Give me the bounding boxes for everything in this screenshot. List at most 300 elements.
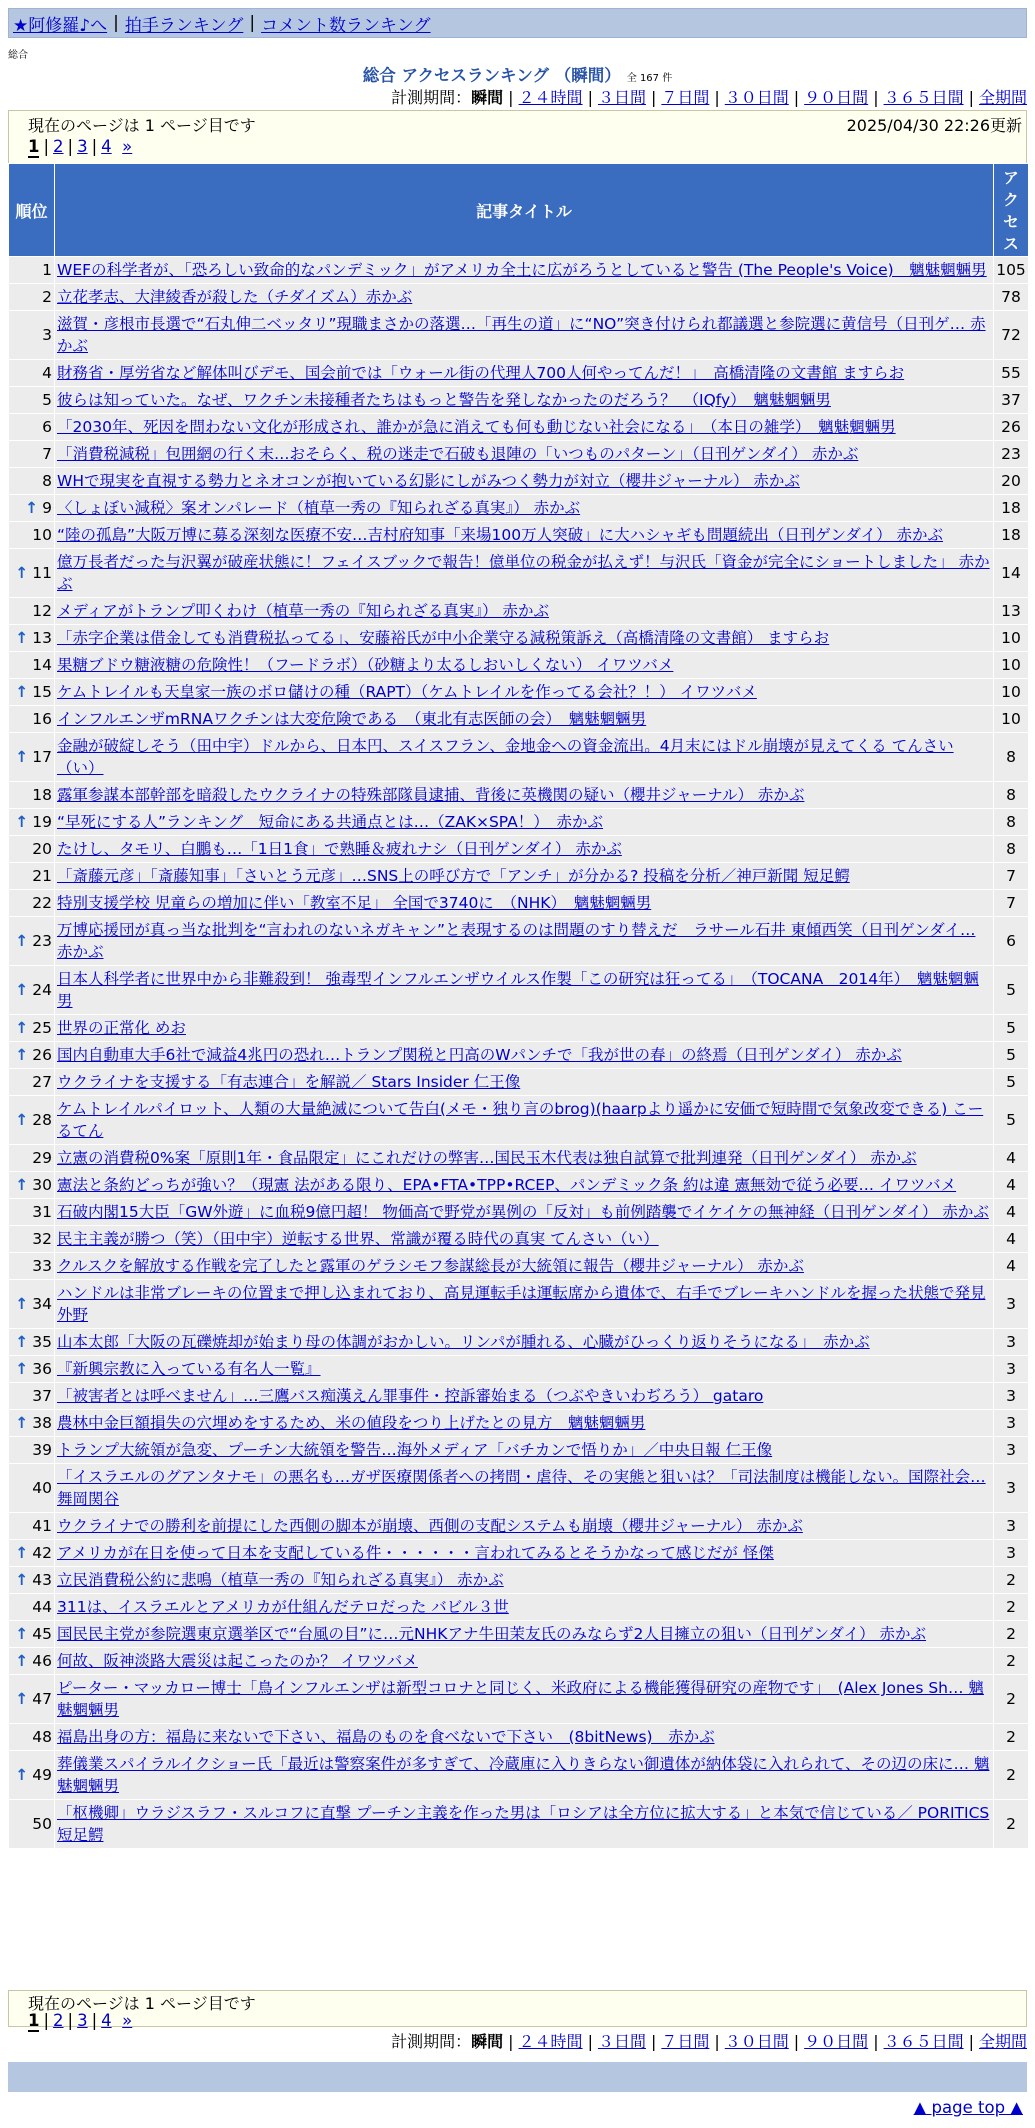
rank-cell — [9, 1069, 55, 1096]
next-page-link[interactable]: » — [122, 2011, 133, 2030]
title-cell — [55, 836, 994, 863]
article-link[interactable]: 立民消費税公約に悲鳴（植草一秀の『知られざる真実』） 赤かぶ — [57, 1571, 504, 1589]
article-link[interactable]: ケムトレイルパイロット、人類の大量絶滅について告白(メモ・独り言のbrog)(haarpより遥かに安価で短時間で気象改変できる) こーるてん — [57, 1100, 984, 1140]
table-row — [9, 1410, 1029, 1437]
rank-number: 13 — [32, 629, 52, 647]
table-row — [9, 598, 1029, 625]
up-arrow-icon: ↑ — [15, 1414, 29, 1432]
title-cell — [55, 679, 994, 706]
period-separator: | — [873, 88, 879, 107]
up-arrow-icon: ↑ — [15, 1360, 29, 1378]
rank-number: 35 — [32, 1333, 52, 1351]
rank-cell — [9, 1648, 55, 1675]
access-count: 6 — [994, 917, 1029, 966]
rank-cell — [9, 257, 55, 284]
rank-cell — [9, 917, 55, 966]
rank-cell — [9, 522, 55, 549]
article-link[interactable]: ハンドルは非常ブレーキの位置まで押し込まれており、高見運転手は運転席から遺体で、右手でブレーキハンドルを握った状態で発見 外野 — [57, 1284, 986, 1324]
rank-number: 47 — [32, 1690, 52, 1708]
period-separator: | — [650, 88, 657, 107]
up-arrow-icon: ↑ — [15, 629, 29, 647]
rank-cell — [9, 1751, 55, 1800]
period-separator: | — [508, 2032, 514, 2051]
page-link[interactable]: 2 — [53, 2011, 64, 2030]
rank-cell — [9, 1594, 55, 1621]
access-count: 3 — [994, 1513, 1029, 1540]
page-separator: | — [91, 137, 98, 156]
current-page-number: 1 — [28, 2011, 40, 2030]
access-count: 5 — [994, 966, 1029, 1015]
rank-number: 19 — [32, 813, 52, 831]
article-link[interactable]: 民主主義が勝つ（笑）（田中宇）逆転する世界、常識が覆る時代の真実 てんさい（い） — [57, 1230, 659, 1248]
table-row — [9, 1567, 1029, 1594]
access-count: 2 — [994, 1567, 1029, 1594]
access-count: 4 — [994, 1226, 1029, 1253]
article-link[interactable]: 「2030年、死因を問わない文化が形成され、誰かが急に消えても何も動じない社会になる」 （本日の雑学） 魑魅魍魎男 — [57, 418, 896, 436]
rank-cell — [9, 1096, 55, 1145]
title-cell — [55, 1437, 994, 1464]
period-separator: | — [714, 2032, 720, 2051]
page-separator: | — [43, 2011, 50, 2030]
rank-cell — [9, 414, 55, 441]
top-nav-bar — [8, 8, 1027, 38]
rank-cell — [9, 679, 55, 706]
rank-cell — [9, 1513, 55, 1540]
rank-number: 42 — [32, 1544, 52, 1562]
table-row — [9, 1280, 1029, 1329]
article-link[interactable]: 「枢機卿」ウラジスラフ・スルコフに直撃 プーチン主義を作った男は「ロシアは全方位に拡大する」と本気で信じている／ PORITICS 短足鰐 — [57, 1804, 990, 1844]
article-link[interactable]: 彼らは知っていた。なぜ、ワクチン未接種者たちはもっと警告を発しなかったのだろう？ （IQfy） 魑魅魍魎男 — [57, 391, 831, 409]
title-cell — [55, 1096, 994, 1145]
table-row — [9, 495, 1029, 522]
table-row — [9, 733, 1029, 782]
table-row — [9, 1648, 1029, 1675]
table-row — [9, 652, 1029, 679]
access-count: 4 — [994, 1145, 1029, 1172]
up-arrow-icon: ↑ — [15, 683, 29, 701]
up-arrow-icon: ↑ — [15, 932, 29, 950]
up-arrow-icon: ↑ — [15, 981, 29, 999]
title-cell — [55, 257, 994, 284]
page-link[interactable]: 2 — [53, 137, 64, 156]
article-link[interactable]: 特別支援学校 児童らの増加に伴い「教室不足」 全国で3740に （NHK） 魑魅魍魎男 — [57, 894, 652, 912]
title-cell — [55, 809, 994, 836]
article-link[interactable]: 憲法と条約どっちが強い？（現憲 法がある限り、EPA•FTA•TPP•RCEP、パンデミック条 約は違 憲無効で従う必要… イワツバメ — [57, 1176, 957, 1194]
table-row — [9, 679, 1029, 706]
period-link[interactable]: ３６５日間 — [883, 2032, 964, 2051]
period-label: 計測期間： — [391, 2032, 472, 2051]
table-row — [9, 1594, 1029, 1621]
article-link[interactable]: WEFの科学者が、「恐ろしい致命的なパンデミック」がアメリカ全土に広がろうとしていると警告 (The People's Voice) 魑魅魍魎男 — [57, 261, 987, 279]
title-cell — [55, 1513, 994, 1540]
title-cell — [55, 1751, 994, 1800]
page-heading — [0, 62, 1035, 86]
table-row — [9, 782, 1029, 809]
article-link[interactable]: 国民民主党が参院選東京選挙区で“台風の目”に…元NHKアナ牛田茉友氏のみならず2人目擁立の狙い（日刊ゲンダイ） 赤かぶ — [57, 1625, 927, 1643]
period-separator: | — [650, 2032, 657, 2051]
article-link[interactable]: 果糖ブドウ糖液糖の危険性！（フードラボ）（砂糖より太るしおいしくない） イワツバメ — [57, 656, 674, 674]
page-link[interactable]: 4 — [101, 137, 112, 156]
table-row — [9, 1253, 1029, 1280]
article-link[interactable]: 億万長者だった与沢翼が破産状態に！フェイスブックで報告！億単位の税金が払えず！与沢氏「資金が完全にショートしました」 赤かぶ — [57, 553, 990, 593]
table-row — [9, 1437, 1029, 1464]
rank-number: 17 — [32, 748, 52, 766]
access-count: 10 — [994, 679, 1029, 706]
rank-number: 39 — [32, 1441, 52, 1459]
table-row — [9, 1329, 1029, 1356]
article-link[interactable]: 何故、阪神淡路大震災は起こったのか？ イワツバメ — [57, 1652, 418, 1670]
rank-number: 30 — [32, 1176, 52, 1194]
nav-separator: | — [113, 13, 119, 33]
article-link[interactable]: 福島出身の方：福島に来ないで下さい、福島のものを食べないで下さい (8bitNews) 赤かぶ — [57, 1728, 715, 1746]
access-count: 8 — [994, 809, 1029, 836]
current-page-text: 現在のページは 1 ページ目です — [28, 1994, 256, 2013]
article-link[interactable]: 「斎藤元彦」「斎藤知事」「さいとう元彦」…SNS上の呼び方で「アンチ」が分かる? 投稿を分析／神戸新聞 短足鰐 — [57, 867, 850, 885]
table-row — [9, 1356, 1029, 1383]
access-count: 8 — [994, 782, 1029, 809]
table-row — [9, 1069, 1029, 1096]
rank-number: 33 — [32, 1257, 52, 1275]
access-count: 5 — [994, 1015, 1029, 1042]
table-row — [9, 1540, 1029, 1567]
title-cell — [55, 598, 994, 625]
article-link[interactable]: クルスクを解放する作戦を完了したと露軍のゲラシモフ参謀総長が大統領に報告（櫻井ジャーナル） 赤かぶ — [57, 1257, 804, 1275]
access-header: アクセス — [994, 164, 1029, 257]
table-row — [9, 1724, 1029, 1751]
rank-cell — [9, 966, 55, 1015]
title-cell — [55, 1540, 994, 1567]
title-cell — [55, 468, 994, 495]
article-link[interactable]: 山本太郎「大阪の瓦礫焼却が始まり母の体調がおかしい。リンパが腫れる、心臓がひっくり返りそうになる」 赤かぶ — [57, 1333, 870, 1351]
article-link[interactable]: ケムトレイルも天皇家一族のボロ儲けの種（RAPT）（ケムトレイルを作ってる会社？！） イワツバメ — [57, 683, 757, 701]
article-link[interactable]: 財務省・厚労省など解体叫びデモ、国会前では「ウォール街の代理人700人何やってんだ！」 高橋清隆の文書館 ますらお — [57, 364, 905, 382]
article-link[interactable]: 『新興宗教に入っている有名人一覧』 — [57, 1360, 321, 1378]
rank-number: 41 — [32, 1517, 52, 1535]
title-cell — [55, 733, 994, 782]
rank-cell — [9, 1226, 55, 1253]
rank-cell — [9, 1464, 55, 1513]
table-row — [9, 863, 1029, 890]
article-link[interactable]: 国内自動車大手6社で減益4兆円の恐れ…トランプ関税と円高のWパンチで「我が世の春」の終焉（日刊ゲンダイ） 赤かぶ — [57, 1046, 902, 1064]
title-cell — [55, 1280, 994, 1329]
article-link[interactable]: 「消費税減税」包囲網の行く末…おそらく、税の迷走で石破も退陣の「いつものパターン」（日刊ゲンダイ） 赤かぶ — [57, 445, 859, 463]
article-link[interactable]: 日本人科学者に世界中から非難殺到！ 強毒型インフルエンザウイルス作製「この研究は狂ってる」 （TOCANA 2014年） 魑魅魍魎男 — [57, 970, 979, 1010]
title-cell — [55, 1383, 994, 1410]
title-cell — [55, 1800, 994, 1849]
table-row — [9, 1751, 1029, 1800]
period-separator: | — [968, 2032, 974, 2051]
rank-number: 23 — [32, 932, 52, 950]
next-page-link[interactable]: » — [122, 137, 133, 156]
rank-cell — [9, 1145, 55, 1172]
rank-cell — [9, 890, 55, 917]
rank-cell — [9, 1356, 55, 1383]
article-link[interactable]: インフルエンザmRNAワクチンは大変危険である （東北有志医師の会） 魑魅魍魎男 — [57, 710, 647, 728]
clap-ranking-link[interactable]: 拍手ランキング — [124, 15, 244, 36]
access-count: 26 — [994, 414, 1029, 441]
title-cell — [55, 284, 994, 311]
article-link[interactable]: 「イスラエルのグアンタナモ」の悪名も…ガザ医療関係者への拷問・虐待、その実態と狙いは？「司法制度は機能しない。国際社会… 舞岡関谷 — [57, 1468, 986, 1508]
title-cell — [55, 625, 994, 652]
title-cell — [55, 1724, 994, 1751]
article-link[interactable]: トランプ大統領が急変、プーチン大統領を警告…海外メディア「バチカンで悟りか」／中央日報 仁王像 — [57, 1441, 773, 1459]
page-link[interactable]: 3 — [77, 2011, 88, 2030]
title-cell — [55, 1015, 994, 1042]
table-row — [9, 1042, 1029, 1069]
rank-cell — [9, 1437, 55, 1464]
access-count: 8 — [994, 836, 1029, 863]
access-count: 10 — [994, 706, 1029, 733]
up-arrow-icon: ↑ — [15, 564, 29, 582]
period-link[interactable]: ２４時間 — [518, 88, 583, 107]
rank-cell — [9, 1199, 55, 1226]
article-link[interactable]: ウクライナを支援する「有志連合」を解説／ Stars Insider 仁王像 — [57, 1073, 521, 1091]
article-link[interactable]: 立花孝志、大津綾香が殺した（チダイズム）赤かぶ — [57, 288, 413, 306]
up-arrow-icon: ↑ — [15, 1652, 29, 1670]
page-separator: | — [67, 137, 74, 156]
ranking-table — [8, 163, 1029, 1849]
rank-number: 8 — [42, 472, 52, 490]
up-arrow-icon: ↑ — [15, 1571, 29, 1589]
title-cell — [55, 1356, 994, 1383]
period-link[interactable]: ３０日間 — [724, 88, 789, 107]
rank-number: 11 — [32, 564, 52, 582]
title-cell — [55, 441, 994, 468]
period-link[interactable]: ９０日間 — [804, 2032, 869, 2051]
rank-number: 44 — [32, 1598, 52, 1616]
up-arrow-icon: ↑ — [15, 1333, 29, 1351]
article-link[interactable]: “早死にする人”ランキング 短命にある共通点とは…（ZAK×SPA！） 赤かぶ — [57, 813, 604, 831]
rank-number: 9 — [42, 499, 52, 517]
period-separator: | — [793, 2032, 800, 2051]
rank-number: 12 — [32, 602, 52, 620]
article-link[interactable]: 滋賀・彦根市長選で“石丸伸二ベッタリ”現職まさかの落選…「再生の道」に“NO”突き付けられ都議選と参院選に黄信号（日刊ゲ… 赤かぶ — [57, 315, 986, 355]
table-row — [9, 549, 1029, 598]
title-cell — [55, 1329, 994, 1356]
article-link[interactable]: メディアがトランプ叩くわけ（植草一秀の『知られざる真実』） 赤かぶ — [57, 602, 549, 620]
page-link[interactable]: 4 — [101, 2011, 112, 2030]
access-count: 72 — [994, 311, 1029, 360]
table-row — [9, 522, 1029, 549]
access-count: 5 — [994, 1096, 1029, 1145]
rank-number: 6 — [42, 418, 52, 436]
rank-number: 22 — [32, 894, 52, 912]
access-count: 2 — [994, 1675, 1029, 1724]
table-row — [9, 1675, 1029, 1724]
up-arrow-icon: ↑ — [15, 813, 29, 831]
rank-cell — [9, 549, 55, 598]
rank-number: 43 — [32, 1571, 52, 1589]
title-cell — [55, 706, 994, 733]
rank-cell — [9, 1172, 55, 1199]
title-cell — [55, 890, 994, 917]
access-count: 2 — [994, 1724, 1029, 1751]
access-count: 20 — [994, 468, 1029, 495]
page-title: 総合 アクセスランキング （瞬間） — [362, 66, 621, 85]
home-link[interactable]: ★阿修羅♪へ — [13, 15, 108, 36]
rank-cell — [9, 495, 55, 522]
table-row — [9, 387, 1029, 414]
access-count: 3 — [994, 1540, 1029, 1567]
access-count: 10 — [994, 652, 1029, 679]
rank-number: 24 — [32, 981, 52, 999]
article-link[interactable]: 立憲の消費税0%案「原則1年・食品限定」にこれだけの弊害…国民玉木代表は独自試算で批判連発（日刊ゲンダイ） 赤かぶ — [57, 1149, 917, 1167]
rank-number: 2 — [42, 288, 52, 306]
period-link[interactable]: ７日間 — [661, 88, 710, 107]
period-selector — [391, 85, 1027, 108]
article-link[interactable]: 「被害者とは呼べません」…三鷹バス痴漢えん罪事件・控訴審始まる（つぶやきいわぢろう） gataro — [57, 1387, 764, 1405]
period-link[interactable]: ３６５日間 — [883, 88, 964, 107]
rank-cell — [9, 1015, 55, 1042]
title-cell — [55, 652, 994, 679]
period-separator: | — [873, 2032, 879, 2051]
table-row — [9, 1096, 1029, 1145]
rank-cell — [9, 733, 55, 782]
rank-cell — [9, 1567, 55, 1594]
table-row — [9, 836, 1029, 863]
access-count: 105 — [994, 257, 1029, 284]
article-link[interactable]: 〈しょぼい減税〉案オンパレード（植草一秀の『知られざる真実』） 赤かぶ — [57, 499, 581, 517]
period-link[interactable]: ７日間 — [661, 2032, 710, 2051]
rank-number: 16 — [32, 710, 52, 728]
table-row — [9, 1383, 1029, 1410]
period-link[interactable]: ３０日間 — [724, 2032, 789, 2051]
period-current: 瞬間 — [471, 88, 504, 107]
title-cell — [55, 311, 994, 360]
rank-cell — [9, 1253, 55, 1280]
current-page-number: 1 — [28, 137, 40, 156]
rank-number: 28 — [32, 1111, 52, 1129]
access-count: 18 — [994, 522, 1029, 549]
access-count: 3 — [994, 1280, 1029, 1329]
page-top-link[interactable]: ▲ page top ▲ — [913, 2098, 1023, 2117]
period-link[interactable]: ９０日間 — [804, 88, 869, 107]
access-count: 13 — [994, 598, 1029, 625]
page-info-box — [8, 110, 1027, 164]
title-cell — [55, 1199, 994, 1226]
title-cell — [55, 1069, 994, 1096]
rank-cell — [9, 468, 55, 495]
title-cell — [55, 522, 994, 549]
article-link[interactable]: 万博応援団が真っ当な批判を“言われのないネガキャン”と表現するのは問題のすり替えだ ラサール石井 東傾西笑（日刊ゲンダイ… 赤かぶ — [57, 921, 976, 961]
article-link[interactable]: 石破内閣15大臣「GW外遊」に血税9億円超！ 物価高で野党が異例の「反対」も前例踏襲でイケイケの無神経（日刊ゲンダイ） 赤かぶ — [57, 1203, 989, 1221]
access-count: 7 — [994, 863, 1029, 890]
up-arrow-icon: ↑ — [15, 1295, 29, 1313]
rank-cell — [9, 1800, 55, 1849]
rank-number: 45 — [32, 1625, 52, 1643]
period-link[interactable]: ３日間 — [597, 88, 646, 107]
up-arrow-icon: ↑ — [15, 1625, 29, 1643]
access-count: 8 — [994, 733, 1029, 782]
title-cell — [55, 1594, 994, 1621]
up-arrow-icon: ↑ — [15, 1544, 29, 1562]
up-arrow-icon: ↑ — [15, 1176, 29, 1194]
title-cell — [55, 549, 994, 598]
access-count: 3 — [994, 1329, 1029, 1356]
article-link[interactable]: 露軍参謀本部幹部を暗殺したウクライナの特殊部隊員逮捕、背後に英機関の疑い（櫻井ジャーナル） 赤かぶ — [57, 786, 805, 804]
access-count: 55 — [994, 360, 1029, 387]
comment-ranking-link[interactable]: コメント数ランキング — [261, 15, 431, 36]
table-row — [9, 809, 1029, 836]
article-link[interactable]: 311は、イスラエルとアメリカが仕組んだテロだった バビル３世 — [57, 1598, 509, 1616]
page-link[interactable]: 3 — [77, 137, 88, 156]
title-cell — [55, 414, 994, 441]
article-link[interactable]: 金融が破綻しそう（田中宇）ドルから、日本円、スイスフラン、金地金への資金流出。4月末にはドル崩壊が見えてくる てんさい（い） — [57, 737, 954, 777]
table-row — [9, 625, 1029, 652]
table-header-row — [9, 164, 1029, 257]
title-cell — [55, 1648, 994, 1675]
period-link[interactable]: ３日間 — [597, 2032, 646, 2051]
title-cell — [55, 1410, 994, 1437]
up-arrow-icon: ↑ — [15, 1111, 29, 1129]
title-cell — [55, 1226, 994, 1253]
rank-cell — [9, 441, 55, 468]
table-row — [9, 966, 1029, 1015]
rank-cell — [9, 1621, 55, 1648]
access-count: 23 — [994, 441, 1029, 468]
up-arrow-icon: ↑ — [15, 1046, 29, 1064]
article-link[interactable]: “陸の孤島”大阪万博に募る深刻な医療不安…吉村府知事「来場100万人突破」に大ハシャギも問題続出（日刊ゲンダイ） 赤かぶ — [57, 526, 944, 544]
article-link[interactable]: たけし、タモリ、白鵬も…「1日1食」で熟睡＆疲れナシ（日刊ゲンダイ） 赤かぶ — [57, 840, 622, 858]
access-count: 18 — [994, 495, 1029, 522]
access-count: 2 — [994, 1621, 1029, 1648]
access-count: 78 — [994, 284, 1029, 311]
table-row — [9, 441, 1029, 468]
up-arrow-icon: ↑ — [15, 1766, 29, 1784]
total-count: 全 167 件 — [626, 73, 673, 84]
article-link[interactable]: WHで現実を直視する勢力とネオコンが抱いている幻影にしがみつく勢力が対立（櫻井ジャーナル） 赤かぶ — [57, 472, 800, 490]
rank-cell — [9, 1724, 55, 1751]
rank-number: 32 — [32, 1230, 52, 1248]
table-row — [9, 360, 1029, 387]
rank-number: 34 — [32, 1295, 52, 1313]
article-link[interactable]: 「赤字企業は借金しても消費税払ってる」、安藤裕氏が中小企業守る減税策訴え（高橋清隆の文書館） ますらお — [57, 629, 830, 647]
table-row — [9, 468, 1029, 495]
period-link[interactable]: 全期間 — [978, 2032, 1027, 2051]
pagination — [28, 137, 132, 156]
table-row — [9, 311, 1029, 360]
period-label: 計測期間： — [391, 88, 472, 107]
period-link[interactable]: 全期間 — [978, 88, 1027, 107]
table-row — [9, 890, 1029, 917]
access-count: 5 — [994, 1069, 1029, 1096]
title-cell — [55, 1567, 994, 1594]
rank-number: 26 — [32, 1046, 52, 1064]
access-count: 3 — [994, 1356, 1029, 1383]
rank-cell — [9, 782, 55, 809]
rank-cell — [9, 652, 55, 679]
article-link[interactable]: アメリカが在日を使って日本を支配している件・・・・・・言われてみるとそうかなって感じだが 怪傑 — [57, 1544, 774, 1562]
article-link[interactable]: ウクライナでの勝利を前提にした西側の脚本が崩壊、西側の支配システムも崩壊（櫻井ジャーナル） 赤かぶ — [57, 1517, 803, 1535]
rank-number: 48 — [32, 1728, 52, 1746]
rank-number: 4 — [42, 364, 52, 382]
table-row — [9, 1464, 1029, 1513]
rank-number: 50 — [32, 1815, 52, 1833]
table-row — [9, 1513, 1029, 1540]
access-count: 2 — [994, 1751, 1029, 1800]
rank-number: 40 — [32, 1479, 52, 1497]
article-link[interactable]: ピーター・マッカロー博士「鳥インフルエンザは新型コロナと同じく、米政府による機能獲得研究の産物です」 (Alex Jones Sh… 魑魅魍魎男 — [57, 1679, 984, 1719]
article-link[interactable]: 農林中金巨額損失の穴埋めをするため、米の値段をつり上げたとの見方 魑魅魍魎男 — [57, 1414, 646, 1432]
article-link[interactable]: 葬儀業スパイラルイクショー氏「最近は警察案件が多すぎて、冷蔵庫に入りきらない御遺体が納体袋に入れられて、その辺の床に… 魑魅魍魎男 — [57, 1755, 990, 1795]
article-link[interactable]: 世界の正常化 めお — [57, 1019, 186, 1037]
table-row — [9, 1199, 1029, 1226]
table-row — [9, 414, 1029, 441]
title-cell — [55, 1042, 994, 1069]
period-link[interactable]: ２４時間 — [518, 2032, 583, 2051]
title-header: 記事タイトル — [55, 164, 994, 257]
access-count: 2 — [994, 1800, 1029, 1849]
